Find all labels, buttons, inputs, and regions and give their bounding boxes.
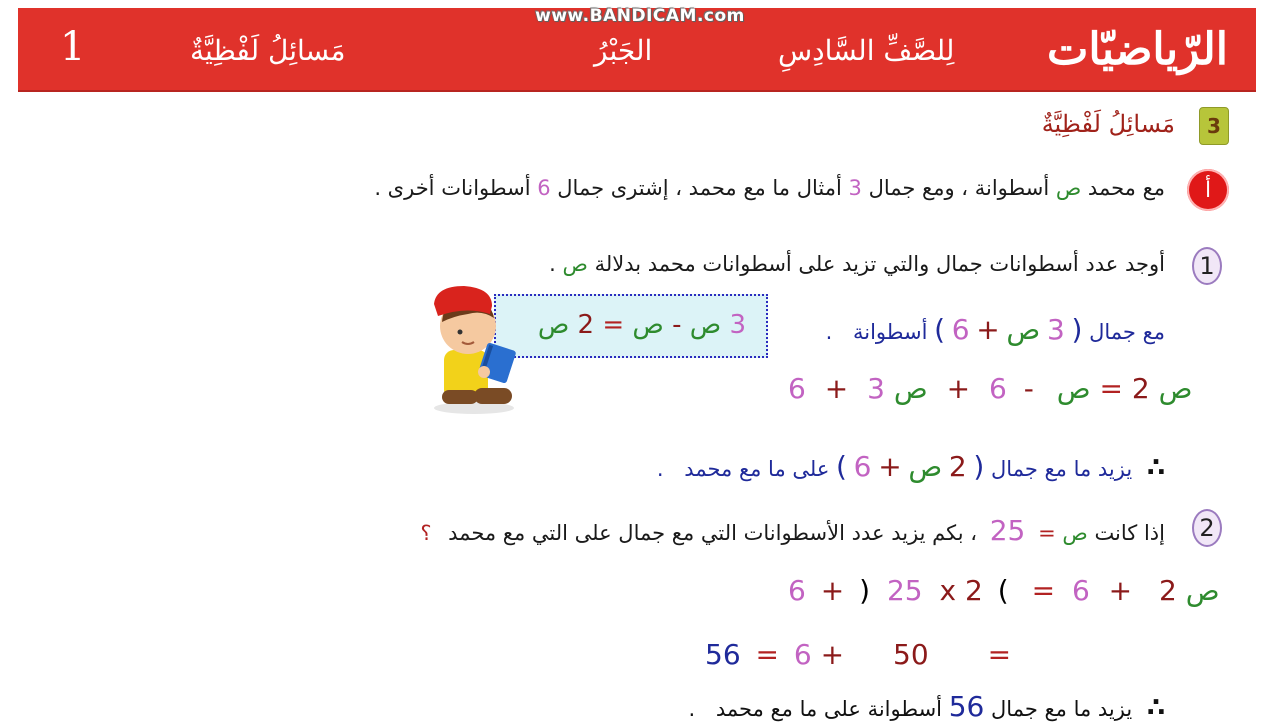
- q2-conclusion: [688, 690, 1165, 723]
- page-number: 1: [60, 24, 86, 70]
- hint-var-1: ص: [689, 310, 722, 340]
- eq-var-2: ص: [1056, 372, 1091, 405]
- problem-text-2: أسطوانة ، ومع جمال: [868, 176, 1050, 200]
- q1-l2-plus: +: [976, 313, 1000, 346]
- q2-t2: ، بكم يزيد عدد الأسطوانات التي مع جمال على التي مع محمد: [448, 521, 978, 545]
- reading-boy-illustration: [424, 280, 524, 416]
- variable-y: ص: [1055, 176, 1082, 200]
- q2-concl-dot: .: [688, 697, 696, 721]
- q1-l2-var: ص: [1006, 313, 1041, 346]
- q2e1-x: x: [939, 574, 957, 607]
- q1-concl-close: ): [836, 450, 847, 483]
- grade-label: لِلصَّفِّ السَّادِسِ: [778, 34, 955, 67]
- eq-minus: -: [1023, 372, 1034, 405]
- problem-statement: [374, 176, 1165, 200]
- q2e1-6: 6: [1071, 574, 1090, 607]
- eq-plus-2: +: [824, 372, 849, 405]
- q2e1-open: (: [997, 574, 1009, 607]
- unit-label: الجَبْرُ: [594, 34, 653, 67]
- q2e1-2: 2: [1159, 574, 1177, 607]
- q2-equation-1: [788, 574, 1220, 607]
- hint-expression: [538, 310, 746, 340]
- q1-concl-6: 6: [853, 450, 872, 483]
- q1-equation: [788, 372, 1192, 405]
- eq-6a: 6: [988, 372, 1007, 405]
- q2-t1: إذا كانت: [1094, 521, 1165, 545]
- q2e1-6b: 6: [788, 574, 806, 607]
- q1-concl-2: 2: [948, 450, 967, 483]
- eq-3: 3: [867, 372, 885, 405]
- q1-l2-open: (: [1071, 313, 1083, 346]
- q2-var: ص: [1062, 521, 1088, 545]
- eq-6b: 6: [788, 372, 806, 405]
- problem-marker-a: أ: [1187, 169, 1229, 211]
- q1-l2-dot: .: [825, 320, 833, 344]
- q1-concl-open: (: [973, 450, 985, 483]
- question-marker-2: 2: [1192, 509, 1222, 547]
- q1-l2-close: ): [934, 313, 946, 346]
- eq-equals: =: [1099, 372, 1123, 405]
- question-marker-1: 1: [1192, 247, 1222, 285]
- q2e1-2b: 2: [964, 574, 983, 607]
- eq-2: 2: [1131, 372, 1150, 405]
- q2-concl-56: 56: [948, 690, 985, 723]
- topic-label: مَسائِلُ لَفْظِيَّةٌ: [190, 34, 346, 67]
- q1-concl-plus: +: [878, 450, 902, 483]
- q2-concl-t2: أسطوانة على ما مع محمد: [715, 697, 943, 721]
- q1-l2-t1: مع جمال: [1089, 320, 1165, 344]
- q2e2-6: 6: [793, 638, 812, 671]
- hint-var-2: ص: [632, 310, 664, 340]
- eq-var-1: ص: [893, 372, 928, 405]
- q1-text: أوجد عدد أسطوانات جمال والتي تزيد على أسطوانات محمد بدلالة: [594, 252, 1165, 276]
- q2e2-56: 56: [705, 638, 741, 671]
- q2-25: 25: [989, 514, 1026, 547]
- hint-box: [494, 294, 768, 358]
- q2e2-equals-2: =: [755, 638, 780, 671]
- number-6: 6: [537, 176, 551, 200]
- q2e1-plus: +: [1108, 574, 1133, 607]
- eq-var-3: ص: [1158, 372, 1193, 405]
- q2-concl-t1: يزيد ما مع جمال: [991, 697, 1133, 721]
- q2e2-50: 50: [893, 638, 929, 671]
- q1-concl-t2: على ما مع محمد: [684, 457, 830, 481]
- question-1-text: [549, 252, 1165, 276]
- hint-minus: -: [672, 310, 682, 340]
- q1-end: .: [549, 252, 556, 276]
- problem-text-4: أسطوانات أخرى .: [374, 176, 531, 200]
- hint-equals: =: [602, 310, 625, 340]
- problem-text-3: أمثال ما مع محمد ، إشترى جمال: [557, 176, 842, 200]
- subject-title: الرّياضيّات: [1046, 24, 1228, 75]
- q1-answer-line: [826, 313, 1165, 346]
- q2e2-equals-1: =: [987, 638, 1012, 671]
- q2-question-mark: ؟: [420, 521, 432, 545]
- q2e1-equals: =: [1031, 574, 1056, 607]
- eq-plus-1: +: [946, 372, 971, 405]
- q1-concl-dot: .: [656, 457, 664, 481]
- q2e1-plus2: +: [820, 574, 845, 607]
- q1-l2-t2: أسطوانة: [852, 320, 928, 344]
- hint-3: 3: [729, 310, 746, 340]
- number-3: 3: [848, 176, 862, 200]
- q2e1-var: ص: [1185, 574, 1220, 607]
- q2e2-plus: +: [820, 638, 845, 671]
- question-2-text: [420, 514, 1165, 547]
- recording-watermark: www.BANDICAM.com: [535, 6, 745, 26]
- problem-text-1: مع محمد: [1087, 176, 1165, 200]
- q1-l2-3: 3: [1046, 313, 1065, 346]
- q2-equation-2: [705, 638, 1011, 671]
- q2e1-close: ): [859, 574, 871, 607]
- q2-equals: =: [1038, 521, 1056, 545]
- q1-variable: ص: [562, 252, 588, 276]
- q2e1-25: 25: [886, 574, 923, 607]
- q1-concl-var: ص: [908, 450, 943, 483]
- hint-var-3: ص: [537, 310, 570, 340]
- q1-l2-6: 6: [951, 313, 970, 346]
- hint-2: 2: [577, 310, 595, 340]
- therefore-symbol-2: ∴: [1146, 693, 1165, 723]
- q1-concl-t1: يزيد ما مع جمال: [991, 457, 1133, 481]
- section-number-badge: 3: [1199, 107, 1229, 145]
- section-title: مَسائِلُ لَفْظِيَّةٌ: [1041, 110, 1175, 138]
- q1-conclusion: [657, 450, 1165, 483]
- therefore-symbol-1: ∴: [1146, 453, 1165, 483]
